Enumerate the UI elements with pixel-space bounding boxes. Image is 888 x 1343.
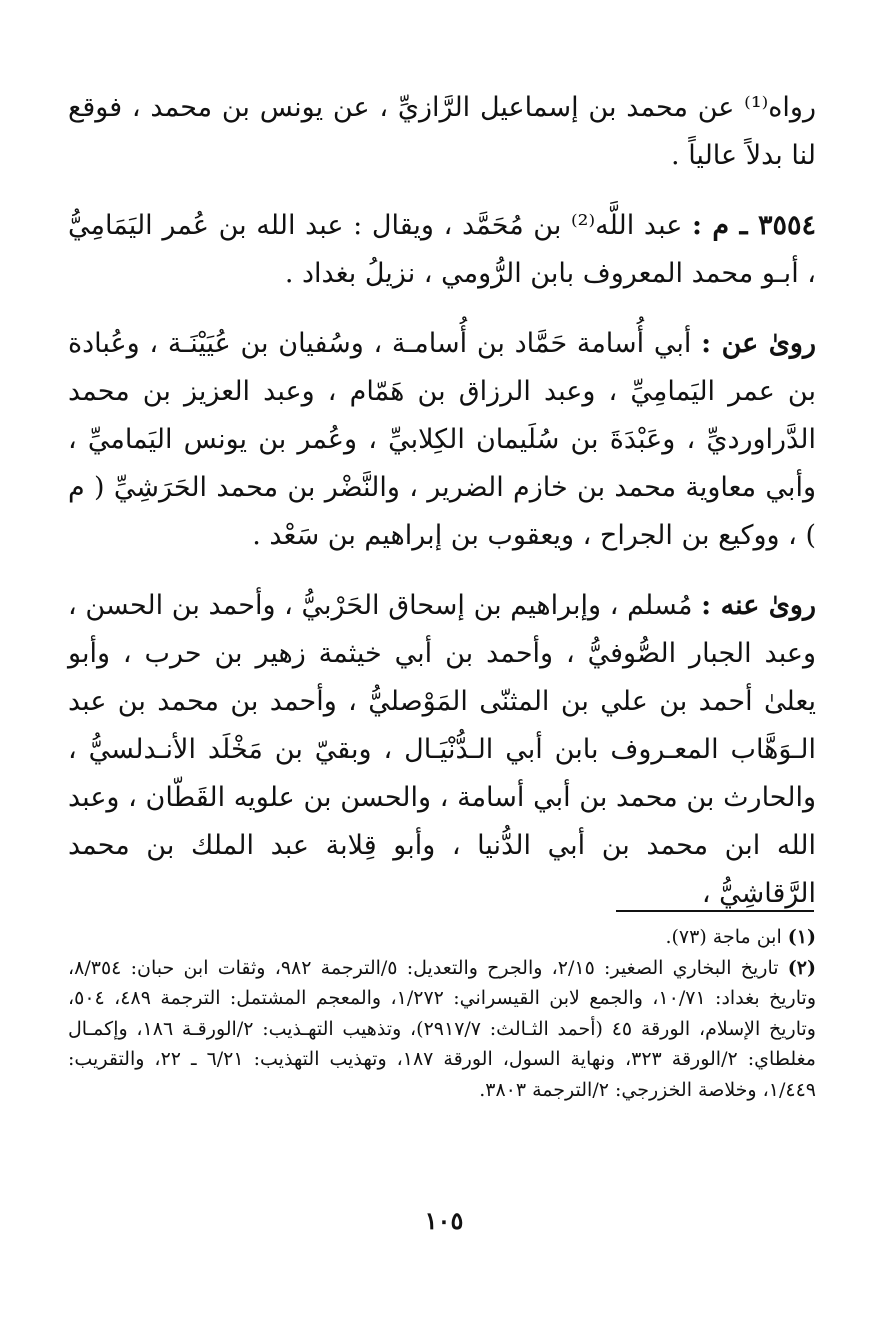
entry-header: [68, 202, 816, 298]
narrated-by-text: مُسلم ، وإبراهيم بن إسحاق الحَرْبيُّ ، وأحمد بن الحسن ، وعبد الجبار الصُّوفيُّ ، وأحمد بن أبي خيثمة زهير بن حرب ، وأبو يعلىٰ أحمد بن علي بن المثنّى المَوْصليُّ ، وأحمد بن محمد بن عبد الـوَهَّاب المعـروف بابن أبي الـدُّنْيَـال ، وبقيّ بن مَخْلَد الأنـدلسيُّ ، والحارث بن محمد بن أبي أسامة ، والحسن بن علويه القَطّان ، وعبد الله ابن محمد بن أبي الدُّنيا ، وأبو قِلابة عبد الملك بن محمد الرَّقاشِيُّ ،: [68, 590, 816, 909]
entry-number: ٣٥٥٤ ـ م :: [692, 210, 817, 241]
main-text: [68, 84, 816, 940]
entry-title-text: عبد اللَّه⁽²⁾ بن مُحَمَّد ، ويقال : عبد الله بن عُمر اليَمَامِيُّ ، أبـو محمد المعروف بابن الرُّومي ، نزيلُ بغداد .: [68, 210, 816, 289]
narrated-from-text: أبي أُسامة حَمَّاد بن أُسامـة ، وسُفيان بن عُيَيْنَـة ، وعُبادة بن عمر اليَمامِيِّ ، وعبد الرزاق بن هَمّام ، وعبد العزيز بن محمد الدَّراورديِّ ، وعَبْدَةَ بن سُلَيمان الكِلابيِّ ، وعُمر بن يونس اليَماميِّ ، وأبي معاوية محمد بن خازم الضرير ، والنَّضْر بن محمد الحَرَشِيِّ ( م ) ، ووكيع بن الجراح ، ويعقوب بن إبراهيم بن سَعْد .: [68, 328, 816, 551]
footnote-number: (١): [787, 926, 816, 948]
paragraph-intro: [68, 84, 816, 180]
paragraph-text: رواه⁽¹⁾ عن محمد بن إسماعيل الرَّازيِّ ، عن يونس بن محمد ، فوقع لنا بدلاً عالياً .: [68, 92, 816, 171]
narrated-by-paragraph: [68, 582, 816, 918]
narrated-from-paragraph: [68, 320, 816, 560]
page-number: ١٠٥: [424, 1206, 464, 1235]
footnote-text: ابن ماجة (٧٣).: [665, 926, 782, 948]
footnotes: [68, 922, 816, 1105]
footnote-1: [68, 922, 816, 953]
footnote-number: (٢): [787, 956, 817, 979]
footnote-text: تاريخ البخاري الصغير: ٢/١٥، والجرح والتعديل: ٥/الترجمة ٩٨٢، وثقات ابن حبان: ٨/٣٥٤، وتاريخ بغداد: ١٠/٧١، والجمع لابن القيسراني: ١/٢٧٢، والمعجم المشتمل: الترجمة ٤٨٩، ٥٠٤، وتاريخ الإسلام، الورقة ٤٥ (أحمد الثـالث: ٢٩١٧/٧)، وتذهيب التهـذيب: ٢/الورقـة ١٨٦، وإكمـال مغلطاي: ٢/الورقة ٣٢٣، ونهاية السول، الورقة ١٨٧، وتهذيب التهذيب: ٦/٢١ ـ ٢٢، والتقريب: ١/٤٤٩، وخلاصة الخزرجي: ٢/الترجمة ٣٨٠٣.: [68, 956, 816, 1101]
narrated-by-label: روىٰ عنه :: [701, 590, 816, 621]
footnote-2: [68, 953, 816, 1106]
footnote-divider: [616, 910, 814, 912]
narrated-from-label: روىٰ عن :: [701, 328, 817, 359]
